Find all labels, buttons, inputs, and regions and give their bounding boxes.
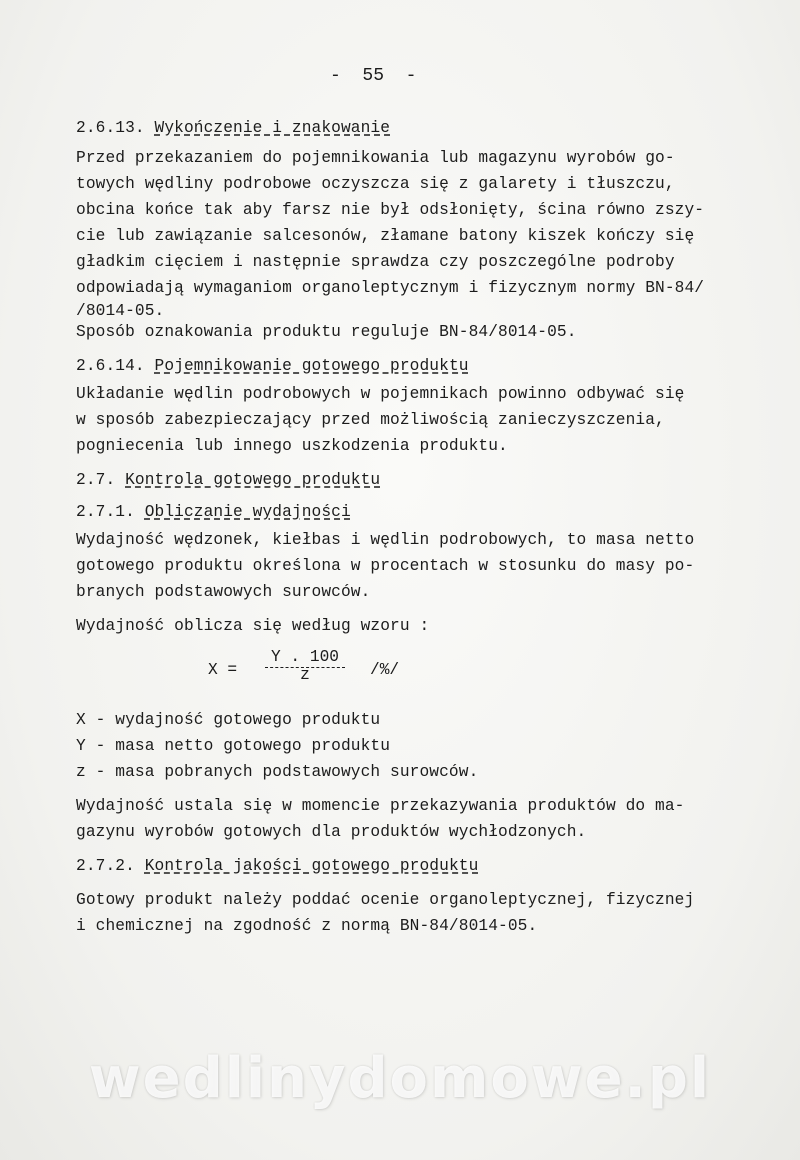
paragraph-line: /8014-05. [76,302,165,320]
paragraph-line: Sposób oznakowania produktu reguluje BN-84/8014-05. [76,323,577,341]
paragraph-line: odpowiadają wymaganiom organoleptycznym i fizycznym normy BN-84/ [76,279,705,297]
formula-intro: Wydajność oblicza się według wzoru : [76,617,430,635]
section-heading-2-6-14 [76,356,469,376]
paragraph-line: gotowego produktu określona w procentach w stosunku do masy po- [76,557,695,575]
formula-denominator: z [300,666,310,684]
paragraph-line: i chemicznej na zgodność z normą BN-84/8014-05. [76,917,538,935]
page-number: - 55 - [330,66,417,86]
legend-line: Y - masa netto gotowego produktu [76,737,391,755]
paragraph-line: Gotowy produkt należy poddać ocenie organoleptycznej, fizycznej [76,891,695,909]
paragraph-line: gazynu wyrobów gotowych dla produktów wychłodzonych. [76,823,587,841]
paragraph-line: Wydajność wędzonek, kiełbas i wędlin podrobowych, to masa netto [76,531,695,549]
formula-numerator: Y . 100 [265,648,345,668]
paragraph-line: Przed przekazaniem do pojemnikowania lub magazynu wyrobów go- [76,149,675,167]
section-title: Kontrola gotowego produktu [125,471,381,489]
section-heading-2-6-13 [76,118,390,138]
paragraph-line: cie lub zawiązanie salcesonów, złamane batony kiszek kończy się [76,227,695,245]
paragraph-line: obcina końce tak aby farsz nie był odsłonięty, ścina równo zszy- [76,201,705,219]
section-heading-2-7-1 [76,502,351,522]
paragraph-line: Wydajność ustala się w momencie przekazywania produktów do ma- [76,797,685,815]
section-title: Wykończenie i znakowanie [154,119,391,137]
legend-line: X - wydajność gotowego produktu [76,711,381,729]
paragraph-line: pogniecenia lub innego uszkodzenia produktu. [76,437,508,455]
section-number: 2.6.13. [76,119,155,137]
paragraph-line: gładkim cięciem i następnie sprawdza czy poszczególne podroby [76,253,675,271]
section-title: Kontrola jakości gotowego produktu [144,857,479,875]
paragraph-line: branych podstawowych surowców. [76,583,371,601]
paragraph-line: w sposób zabezpieczający przed możliwością zanieczyszczenia, [76,411,665,429]
section-title: Obliczanie wydajności [144,503,351,521]
section-number: 2.7.2. [76,857,145,875]
section-number: 2.6.14. [76,357,155,375]
section-number: 2.7. [76,471,126,489]
paragraph-line: towych wędliny podrobowe oczyszcza się z galarety i tłuszczu, [76,175,675,193]
section-title: Pojemnikowanie gotowego produktu [154,357,469,375]
section-heading-2-7 [76,470,380,490]
legend-line: z - masa pobranych podstawowych surowców. [76,763,479,781]
formula-lhs: X = [208,661,238,679]
paragraph-line: Układanie wędlin podrobowych w pojemnikach powinno odbywać się [76,385,685,403]
section-heading-2-7-2 [76,856,478,876]
section-number: 2.7.1. [76,503,145,521]
watermark: wedlinydomowe.pl [88,1046,712,1111]
formula-fraction [265,648,345,684]
formula-unit: /%/ [370,661,400,679]
